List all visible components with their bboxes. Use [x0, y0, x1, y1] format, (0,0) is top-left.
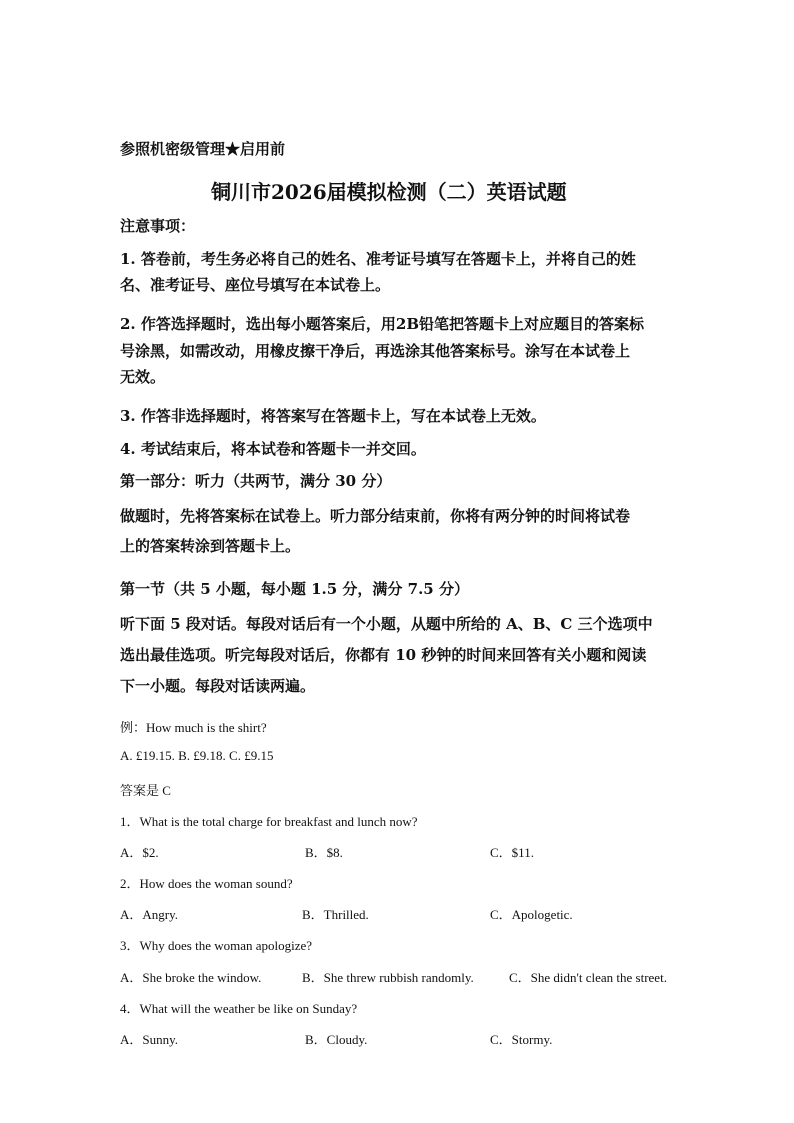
option-c: C．Apologetic.	[490, 907, 573, 922]
example-answer: 答案是 C	[120, 783, 171, 798]
option-c: C．She didn't clean the street.	[509, 970, 667, 985]
note-item-2-line-3: 无效。	[120, 368, 166, 386]
note-item-3: 3. 作答非选择题时，将答案写在答题卡上，写在本试卷上无效。	[120, 407, 546, 425]
question-stem: 3．Why does the woman apologize?	[120, 938, 313, 953]
part1-intro-line-1: 做题时，先将答案标在试卷上。听力部分结束前，你将有两分钟的时间将试卷	[120, 507, 631, 525]
section1-intro-line-1: 听下面 5 段对话。每段对话后有一个小题，从题中所给的 A、B、C 三个选项中	[120, 615, 653, 633]
question-stem: 1．What is the total charge for breakfast and lunch now?	[120, 814, 418, 829]
option-b: B．Thrilled.	[302, 907, 369, 922]
option-a: A．Angry.	[120, 907, 179, 922]
option-a: A．$2.	[120, 845, 159, 860]
section1-heading: 第一节（共 5 小题，每小题 1.5 分，满分 7.5 分）	[120, 580, 469, 598]
option-b: B．Cloudy.	[305, 1032, 368, 1047]
option-c: C．Stormy.	[490, 1032, 553, 1047]
note-item-2-line-1: 2. 作答选择题时，选出每小题答案后，用2B铅笔把答题卡上对应题目的答案标	[120, 315, 644, 333]
note-item-2-line-2: 号涂黑，如需改动，用橡皮擦干净后，再选涂其他答案标号。涂写在本试卷上	[120, 342, 631, 360]
option-b: B．She threw rubbish randomly.	[302, 970, 474, 985]
part1-intro-line-2: 上的答案转涂到答题卡上。	[120, 537, 301, 555]
section1-intro-line-3: 下一小题。每段对话读两遍。	[120, 677, 316, 695]
option-c: C．$11.	[490, 845, 534, 860]
note-item-1-line-2: 名、准考证号、座位号填写在本试卷上。	[120, 276, 391, 294]
option-a: A．She broke the window.	[120, 970, 262, 985]
note-item-4: 4. 考试结束后，将本试卷和答题卡一并交回。	[120, 440, 426, 458]
question-stem: 4．What will the weather be like on Sunday?	[120, 1001, 358, 1016]
section1-intro-line-2: 选出最佳选项。听完每段对话后，你都有 10 秒钟的时间来回答有关小题和阅读	[120, 646, 647, 664]
confidential-label: 参照机密级管理★启用前	[120, 140, 286, 158]
page-title: 铜川市2026届模拟检测（二）英语试题	[211, 180, 567, 204]
part1-heading: 第一部分：听力（共两节，满分 30 分）	[120, 472, 392, 490]
example-options: A. £19.15. B. £9.18. C. £9.15	[120, 748, 274, 763]
notes-heading: 注意事项：	[120, 217, 196, 235]
option-b: B．$8.	[305, 845, 343, 860]
option-a: A．Sunny.	[120, 1032, 179, 1047]
question-stem: 2．How does the woman sound?	[120, 876, 293, 891]
example-question: 例：How much is the shirt?	[120, 720, 267, 735]
note-item-1-line-1: 1. 答卷前，考生务必将自己的姓名、准考证号填写在答题卡上，并将自己的姓	[120, 250, 636, 268]
